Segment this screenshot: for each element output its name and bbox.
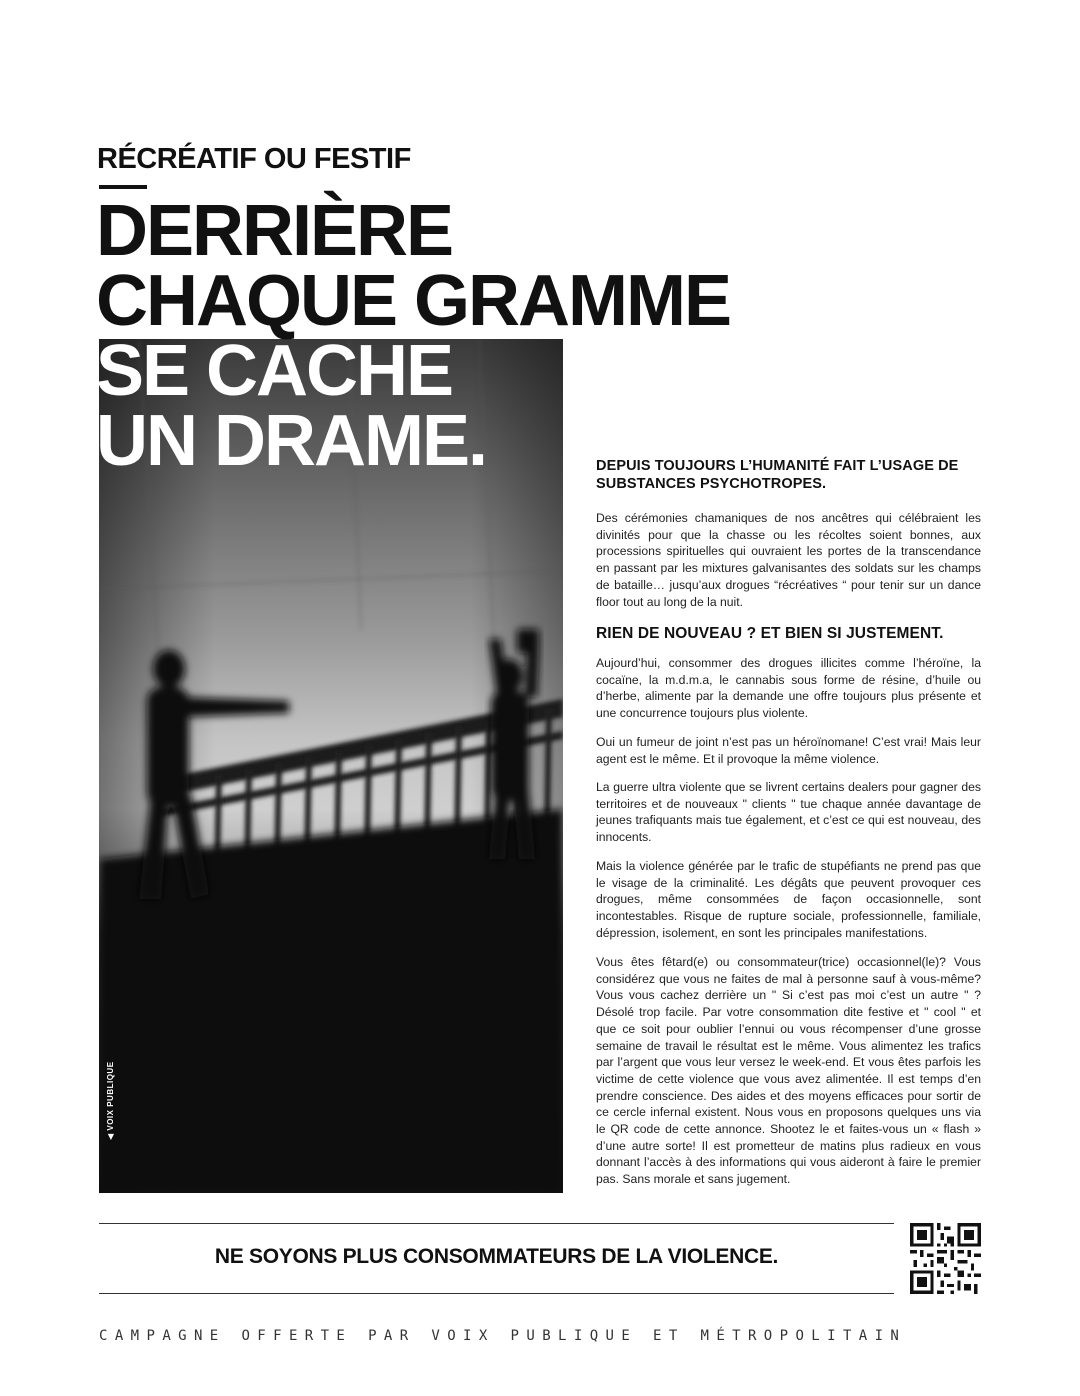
headline-line-2: CHAQUE GRAMME	[96, 261, 730, 341]
campaign-credit: CAMPAGNE OFFERTE PAR VOIX PUBLIQUE ET MÉTROPOLITAIN	[99, 1328, 907, 1344]
photo-credit: ◀ VOIX PUBLIQUE	[106, 1061, 115, 1140]
slogan: NE SOYONS PLUS CONSOMMATEURS DE LA VIOLENCE.	[214, 1245, 779, 1268]
headline-line-3: SE CACHE	[96, 331, 453, 411]
kicker: RÉCRÉATIF OU FESTIF	[97, 143, 411, 175]
headline	[96, 191, 730, 481]
kicker-rule	[99, 185, 147, 189]
slogan-top-rule	[99, 1223, 894, 1224]
article-paragraph-2: Aujourd’hui, consommer des drogues illicites comme l’héroïne, la cocaïne, la m.d.m.a, le cannabis sous forme de résine, d’huile ou d’herbe, alimente par la demande une offre toujours plus présente et une concurrence toujours plus violente.	[596, 656, 981, 721]
triangle-logo-icon: ◀	[106, 1130, 115, 1140]
article-paragraph-3: Oui un fumeur de joint n’est pas un héroïnomane! C’est vrai! Mais leur agent est le même. Et il provoque la même violence.	[596, 735, 981, 766]
headline-line-4: UN DRAME.	[96, 401, 486, 481]
headline-line-1: DERRIÈRE	[96, 191, 453, 271]
article-paragraph-5: Mais la violence générée par le trafic de stupéfiants ne prend pas que le visage de la criminalité. Les dégâts que peuvent provoquer ces drogues, même consommées de façon occasionnelle, sont incontestables. Risque de rupture sociale, professionnelle, familiale, dépression, isolement, en sont les principales manifestations.	[596, 859, 981, 940]
qr-code[interactable]	[910, 1223, 981, 1294]
slogan-bottom-rule	[99, 1293, 894, 1294]
article-paragraph-1: Des cérémonies chamaniques de nos ancêtres qui célébraient les divinités pour que la chasse ou les récoltes soient bonnes, aux processions spirituelles qui ouvraient les portes de la transcendance en passant par les mixtures galvanisantes des soldats sur les champs de bataille… jusqu’aux drogues “récréatives “ pour tenir sur un dance floor tout au long de la nuit.	[596, 511, 981, 609]
article-paragraph-6: Vous êtes fêtard(e) ou consommateur(trice) occasionnel(le)? Vous considérez que vous ne faites de mal à personne sauf à vous-même? Vous vous cachez derrière un " Si c’est pas moi c’est un autre " ? Désolé trop facile. Par votre consommation dite festive et " cool " et que ce soit pour oublier l’ennui ou vous récompenser d’une grosse semaine de travail le résultat est le même. Vous alimentez les trafics par l’argent que vous leur versez le week-end. Et vous êtes parfois les victime de cette violence que vous avez alimentée. Il est temps d’en prendre conscience. Des aides et des moyens efficaces pour sortir de ce cercle infernal existent. Nous vous en proposons quelques uns via le QR code de cette annonce. Shootez le et faites-vous un « flash » d’une autre sorte! Il est prometteur de matins plus radieux en vous donnant l’accès à des informations qui vous aideront à faire le premier pas. Sans morale et sans jugement.	[596, 955, 981, 1187]
article-subhead-1: DEPUIS TOUJOURS L’HUMANITÉ FAIT L’USAGE DE SUBSTANCES PSYCHOTROPES.	[596, 458, 959, 492]
article-subhead-2: RIEN DE NOUVEAU ? ET BIEN SI JUSTEMENT.	[596, 625, 944, 642]
article-paragraph-4: La guerre ultra violente que se livrent certains dealers pour gagner des territoires et de nouveaux " clients " tue chaque année davantage de jeunes trafiquants mais tue également, et c’est ce qui est nouveau, des innocents.	[596, 780, 981, 845]
